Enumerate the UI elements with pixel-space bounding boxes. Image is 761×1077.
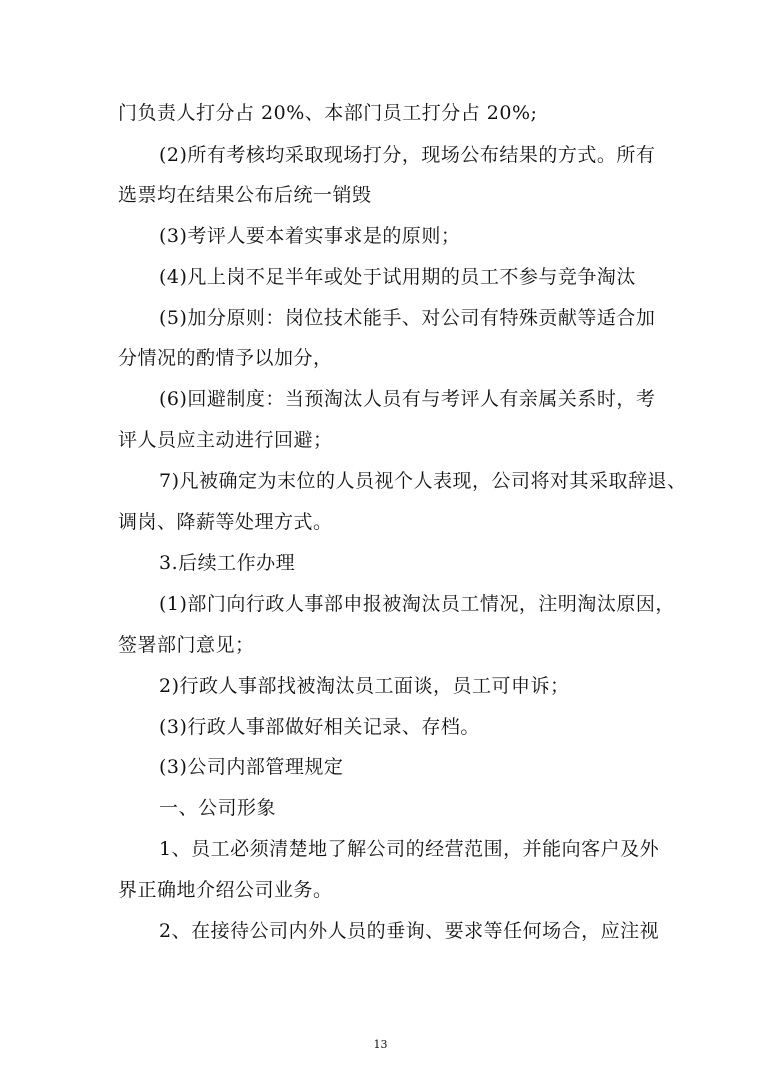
- text-line: (4)凡上岗不足半年或处于试用期的员工不参与竞争淘汰: [159, 266, 636, 288]
- text-line: 7)凡被确定为末位的人员视个人表现，公司将对其采取辞退、: [159, 470, 687, 492]
- text-line: 签署部门意见；: [118, 634, 255, 656]
- section-heading: (3)公司内部管理规定: [159, 756, 344, 778]
- text-line: 分情况的酌情予以加分，: [118, 347, 333, 369]
- text-line: 2、在接待公司内外人员的垂询、要求等任何场合，应注视: [159, 920, 660, 942]
- text-line: (5)加分原则：岗位技术能手、对公司有特殊贡献等适合加: [159, 307, 656, 329]
- text-line: 1、员工必须清楚地了解公司的经营范围，并能向客户及外: [159, 838, 660, 860]
- text-line: 界正确地介绍公司业务。: [118, 879, 333, 901]
- page-number: 13: [373, 1038, 388, 1051]
- section-heading: 一、公司形象: [159, 797, 277, 819]
- text-line: 评人员应主动进行回避；: [118, 429, 333, 451]
- section-heading: 3.后续工作办理: [159, 552, 296, 574]
- text-line: (2)所有考核均采取现场打分，现场公布结果的方式。所有: [159, 144, 656, 166]
- text-line: (1)部门向行政人事部申报被淘汰员工情况，注明淘汰原因，: [159, 593, 675, 615]
- text-line: (3)行政人事部做好相关记录、存档。: [159, 716, 480, 738]
- text-line: 选票均在结果公布后统一销毁: [118, 184, 372, 206]
- text-line: 调岗、降薪等处理方式。: [118, 511, 333, 533]
- text-line: (6)回避制度：当预淘汰人员有与考评人有亲属关系时，考: [159, 388, 656, 410]
- text-line: 门负责人打分占 20%、本部门员工打分占 20%;: [118, 102, 538, 124]
- text-line: 2)行政人事部找被淘汰员工面谈，员工可申诉；: [159, 675, 570, 697]
- text-line: (3)考评人要本着实事求是的原则；: [159, 225, 461, 247]
